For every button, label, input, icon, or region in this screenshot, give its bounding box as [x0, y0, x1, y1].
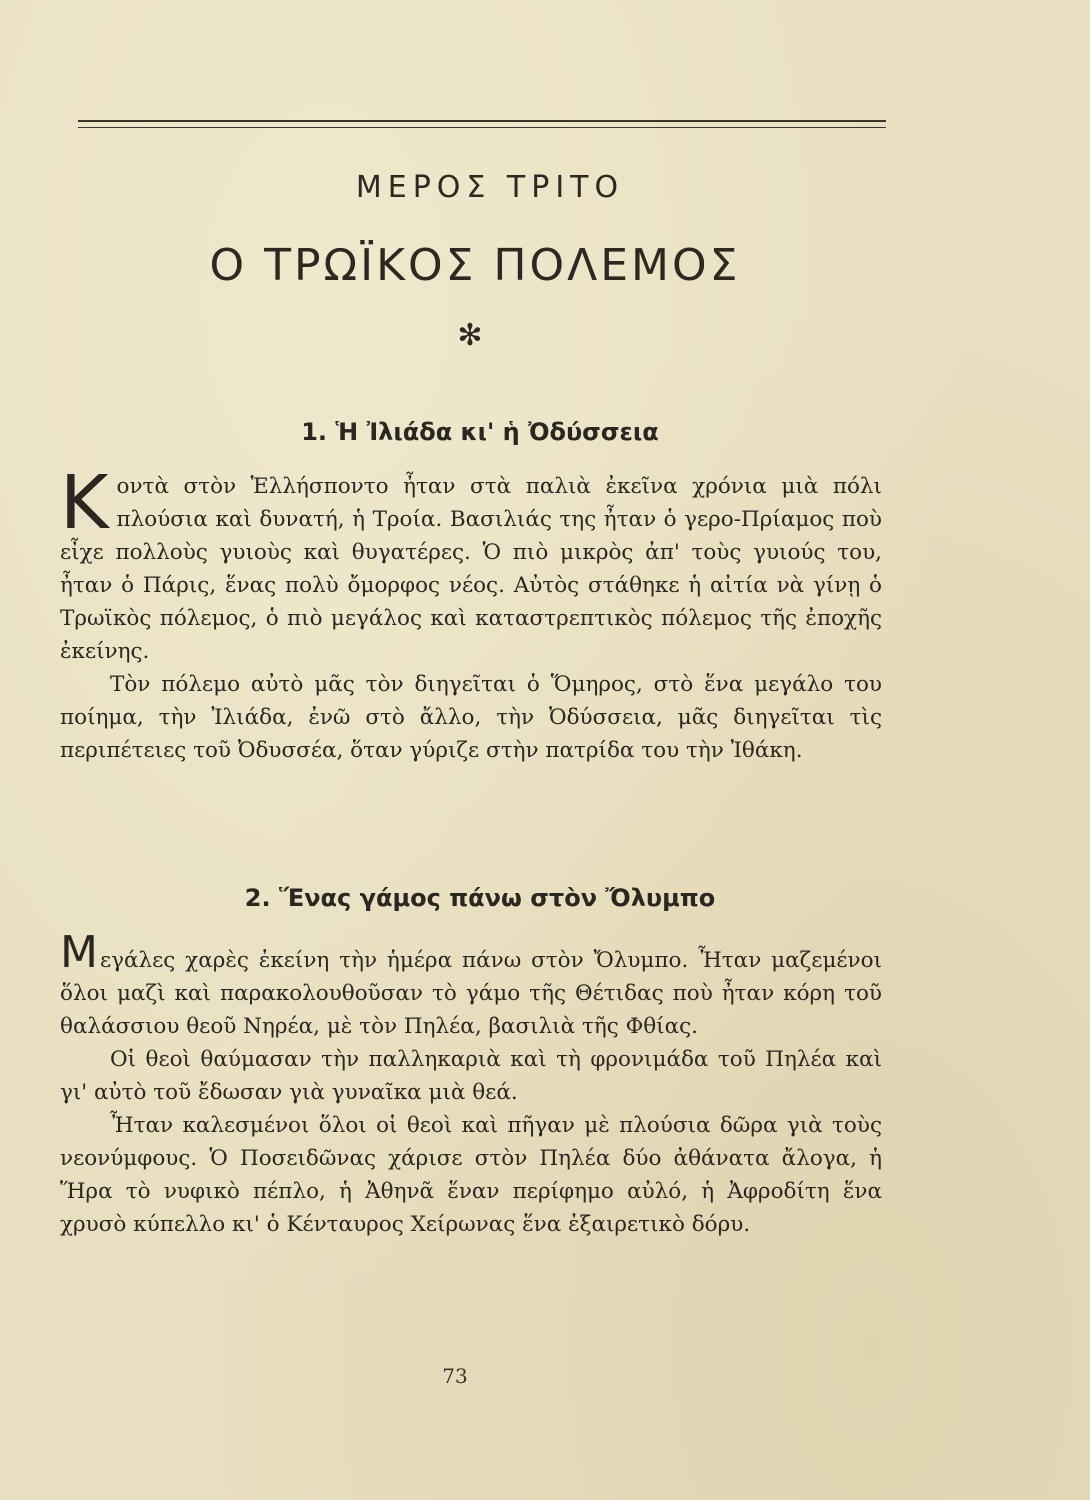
ornament-asterisk: ✻	[457, 318, 483, 353]
chapter-title: Ο ΤΡΩΪΚΟΣ ΠΟΛΕΜΟΣ	[209, 240, 741, 291]
dropcap-m: Μ	[60, 927, 98, 978]
section-2-paragraph-1-text: εγάλες χαρὲς ἐκείνη τὴν ἡμέρα πάνω στὸν Ὄλυμπο. Ἦταν μαζεμένοι ὅλοι μαζὶ καὶ παρακολουθοῦσαν τὸ γάμο τῆς Θέτιδας ποὺ ἦταν κόρη τοῦ θαλάσσιου θεοῦ Νηρέα, μὲ τὸν Πηλέα, βασιλιὰ τῆς Φθίας.	[60, 948, 882, 1039]
section-2-paragraph-3: Ἦταν καλεσμένοι ὅλοι οἱ θεοὶ καὶ πῆγαν μὲ πλούσια δῶρα γιὰ τοὺς νεονύμφους. Ὁ Ποσειδῶνας χάρισε στὸν Πηλέα δύο ἀθάνατα ἄλογα, ἡ Ἥρα τὸ νυφικὸ πέπλο, ἡ Ἀθηνᾶ ἕναν περίφημο αὐλό, ἡ Ἀφροδίτη ἕνα χρυσὸ κύπελλο κι' ὁ Κένταυρος Χείρωνας ἕνα ἐξαιρετικὸ δόρυ.	[60, 1113, 882, 1237]
top-rule-thin	[78, 127, 886, 128]
page-number: 73	[442, 1364, 468, 1388]
part-title: ΜΕΡΟΣ ΤΡΙΤΟ	[355, 170, 625, 205]
section-2-text	[60, 927, 882, 1241]
section-2-paragraph-1	[60, 927, 882, 1043]
section-2-heading: 2. Ἕνας γάμος πάνω στὸν Ὄλυμπο	[244, 884, 716, 912]
section-1-heading: 1. Ἡ Ἰλιάδα κι' ἡ Ὀδύσσεια	[301, 418, 659, 446]
section-1-paragraph-1-text: οντὰ στὸν Ἑλλήσποντο ἦταν στὰ παλιὰ ἐκεῖνα χρόνια μιὰ πόλι πλούσια καὶ δυνατή, ἡ Τροία. Βασιλιάς της ἦταν ὁ γερο-Πρίαμος ποὺ εἶχε πολλοὺς γυιοὺς καὶ θυγατέρες. Ὁ πιὸ μικρὸς ἀπ' τοὺς γυιούς του, ἦταν ὁ Πάρις, ἕνας πολὺ ὄμορφος νέος. Αὐτὸς στάθηκε ἡ αἰτία νὰ γίνῃ ὁ Τρωϊκὸς πόλεμος, ὁ πιὸ μεγάλος καὶ καταστρεπτικὸς πόλεμος τῆς ἐποχῆς ἐκείνης.	[60, 474, 882, 664]
dropcap-k: Κ	[60, 460, 109, 546]
top-rule	[78, 120, 886, 122]
section-1-paragraph-1	[60, 460, 882, 668]
section-2-paragraph-2: Οἱ θεοὶ θαύμασαν τὴν παλληκαριὰ καὶ τὴ φρονιμάδα τοῦ Πηλέα καὶ γι' αὐτὸ τοῦ ἔδωσαν γιὰ γυναῖκα μιὰ θεά.	[60, 1047, 882, 1105]
section-1-paragraph-2: Τὸν πόλεμο αὐτὸ μᾶς τὸν διηγεῖται ὁ Ὅμηρος, στὸ ἕνα μεγάλο του ποίημα, τὴν Ἰλιάδα, ἐνῶ στὸ ἄλλο, τὴν Ὀδύσσεια, μᾶς διηγεῖται τὶς περιπέτειες τοῦ Ὀδυσσέα, ὅταν γύριζε στὴν πατρίδα του τὴν Ἰθάκη.	[60, 672, 882, 763]
section-1-text	[60, 460, 882, 767]
